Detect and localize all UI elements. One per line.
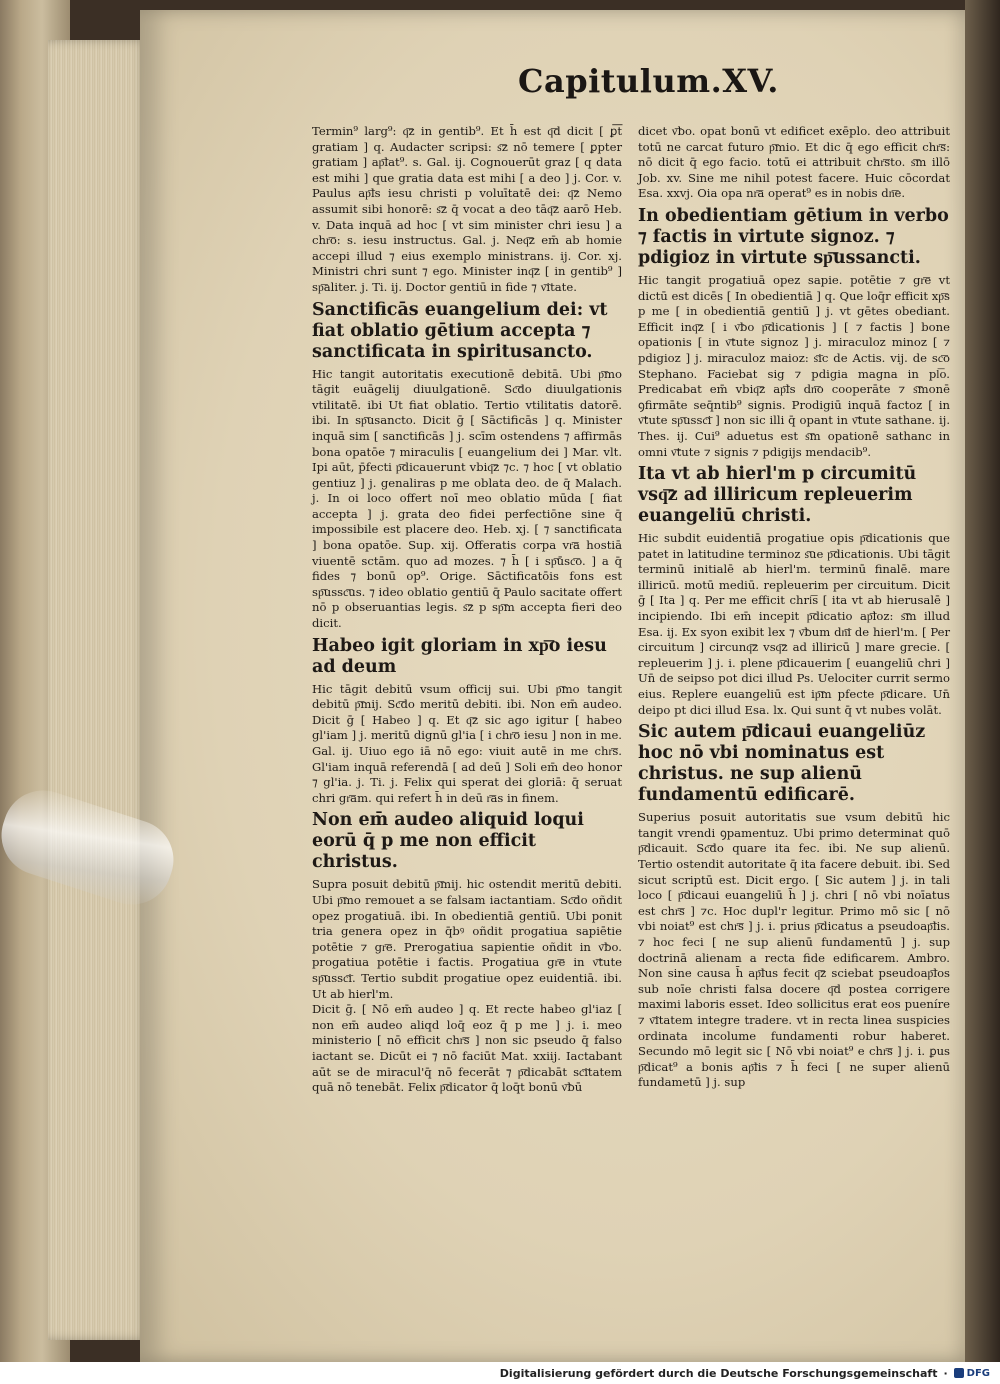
right-column (638, 124, 950, 1091)
left-heading-3: Non em̄ audeo aliquid loqui eorū q̄ p me non efficit christus. (312, 810, 584, 873)
book-right-shadow (965, 0, 1000, 1362)
footer-bar (0, 1362, 1000, 1384)
left-paragraph-3: Hic tāgit debitū vsum officij sui. Ubi p͞mo tangit debitū p͞mij. Sc͞do meritū debiti. ibi. Non em̄ audeo. Dicit ḡ [ Habeo ] q. Et q͞z sic ago igitur [ habeo gl'iam ] j. meritū dignū gl'ia [ i chr͞o iesu ] non in me. Gal. ij. Uiuo ego iā nō ego: viuit autē in me chr͞s. Gl'iam inquā referendā [ ad deū ] Soli em̄ deo honor ⁊ gl'ia. j. Ti. j. Felix qui sperat dei gloriā: q̄ seruat chri gr͞am. qui refert h̄ in deū r͞as in finem. (312, 681, 622, 805)
right-heading-2: Ita vt ab hierl'm p circumitū vsq͞z ad illiricum repleuerim euangeliū christi. (638, 464, 917, 527)
chapter-title: Capitulum.XV. (518, 62, 779, 100)
left-paragraph-5: Dicit ḡ. [ Nō em̄ audeo ] q. Et recte habeo gl'iaz [ non em̄ audeo aliqd loq̄ eoz q̄ p me ] j. i. meo ministerio [ nō efficit chr͞s ] non sic pseudo q̄ falso iactant se. Dicūt ei ⁊ nō faciūt Mat. xxiij. Iactabant aūt se de miracul'q̄ nō fecerāt ⁊ p͞dicabāt sc͞itatem quā nō tenebāt. Felix p͞dicator q̄ loq̄t bonū v͞bū (312, 1002, 622, 1095)
right-paragraph-1: dicet v͞bo. opat bonū vt edificet exēplo. deo attribuit totū ne carcat futuro p͞mio. Et dic q̄ ego efficit chr͞s: nō dicit q̄ ego facio. totū ei attribuit chr͞sto. s͞m illō Job. xv. Sine me nihil potest facere. Huic cōcordat Esa. xxvj. Oia opa nr͞a operat⁹ es in nobis dn͞e. (638, 124, 950, 201)
left-heading-2: Habeo igit gloriam in xp͞o iesu ad deum (312, 635, 607, 677)
dfg-logo-text: DFG (966, 1367, 990, 1379)
left-paragraph-1: Termin⁹ larg⁹: q͞z in gentib⁹. Et h̄ est q͞d dicit [ ꝑ͞t gratiam ] q. Audacter scripsi: s͞z nō temere [ ꝑpter gratiam ] ap͞lat⁹. s. Gal. ij. Cognouerūt graz [ q data est mihi ] que gratia data est mihi [ a deo ] j. Cor. v. Paulus ap͞ls iesu christi p voluītatē dei: q͞z Nemo assumit sibi honorē: s͞z q̄ vocat a deo tāq͞z aarō Heb. v. Data inquā ad hoc [ vt sim minister chri iesu ] a chr͞o: s. iesu instructus. Gal. j. Neq͞z em̄ ab homie accepi illud ⁊ eius exemplo ministrans. ij. Cor. xj. Ministri chri sunt ⁊ ego. Minister inq͞z [ in gentib⁹ ] sp͞aliter. j. Ti. ij. Doctor gentiū in fide ⁊ v͞itate. (312, 124, 622, 294)
right-heading-3: Sic autem p͞dicaui euangeliūz hoc nō vbi nominatus est christus. ne sup alienū fundamentū edificarē. (638, 722, 926, 806)
left-paragraph-4: Supra posuit debitū p͞mij. hic ostendit meritū debiti. Ubi p͞mo remouet a se falsam iactantiam. Sc͞do oñdit opez progatiuā. ibi. In obedientiā gentiū. Ubi ponit tria genera opez in q̄bꝰ oñdit progatiua sapiētie potētie ⁊ gr͞e. Prerogatiua sapientie oñdit in v͞bo. progatiua potētie i factis. Progatiua gr͞e in v͞tute sp͞ussc͞i. Tertio subdit progatiue opez euidentiā. ibi. Ut ab hierl'm. (312, 877, 622, 1001)
dfg-logo[interactable] (954, 1368, 990, 1379)
dfg-logo-icon (954, 1368, 964, 1378)
right-paragraph-2: Hic tangit progatiuā opez sapie. potētie ⁊ gr͞e vt dictū est dicēs [ In obedientiā ] q. Que loq̄r efficit xp͞s p me [ in obedientiā gentiū ] j. vt gētes obediant. Efficit inq͞z [ i v͞bo p͞dicationis ] [ ⁊ factis ] bone opationis [ in v͞tute signoz ] j. miraculoz minoz [ ⁊ pdigioz ] j. miraculoz maioz: s͞ic de Actis. vij. de sc͞o Stephano. Faciebat sig ⁊ pdigia magna in pl͞o. Predicabat em̄ vbiq͞z ap͞ls dn͞o cooperāte ⁊ s͞monē ꝯfirmāte seq̄ntib⁹ signis. Prodigiū inquā factoz [ in v͞tute sp͞ussc͞i ] non sic illi q̄ opant in v͞tute sathane. ij. Thes. ij. Cui⁹ aduetus est s͞m opationē sathanc in omni v͞tute ⁊ signis ⁊ pdigijs mendacib⁹. (638, 272, 950, 459)
page-stack-edges (48, 40, 148, 1340)
footer-credit: Digitalisierung gefördert durch die Deutsche Forschungsgemeinschaft (499, 1366, 938, 1380)
right-heading-1: In obedientiam gētium in verbo ⁊ factis in virtute signoz. ⁊ pdigioz in virtute sp͞ussancti. (638, 205, 949, 268)
left-heading-1: Sanctificās euangelium dei: vt fiat oblatio gētium accepta ⁊ sanctificata in spiritusancto. (312, 299, 608, 362)
right-paragraph-3: Hic subdit euidentiā progatiue opis p͞dicationis que patet in latitudine terminoz s͞ue p͞dicationis. Ubi tāgit terminū initialē ab hierl'm. terminū finalē. mare illiricū. motū mediū. repleuerim per circuitum. Dicit ḡ [ Ita ] q. Per me efficit chri͞s [ ita vt ab hierusalē ] incipiendo. Ibi em̄ incepit p͞dicatio ap͞loz: s͞m illud Esa. ij. Ex syon exibit lex ⁊ v͞bum dn͞i de hierl'm. [ Per circuitum ] circunq͞z vsq͞z ad illiricū ] mare grecie. [ repleuerim ] j. i. plene p͞dicauerim [ euangeliū chri ] Un̄ de seipso pot dici illud Ps. Uelociter currit sermo eius. Replere euangeliū est ip͞m pfecte p͞dicare. Un̄ deipo pt dici illud Esa. lx. Qui sunt q̄ vt nubes volāt. (638, 531, 950, 717)
right-paragraph-4: Superius posuit autoritatis sue vsum debitū hic tangit vrendi ꝯpamentuz. Ubi primo determinat quō p͞dicauit. Sc͞do quare ita fec. ibi. Ne sup alienū. Tertio ostendit autoritate q̄ ita facere debuit. ibi. Sed sicut scriptū est. Dicit ergo. [ Sic autem ] j. in tali loco [ p͞dicaui euangeliū h̄ ] j. chri [ nō vbi noīatus est chr͞s ] ⁊c. Hoc dupl'r legitur. Primo mō sic [ nō vbi noiat⁹ est chr͞s ] j. i. prius p͞dicatus a pseudoap͞lis. ⁊ hoc feci [ ne sup alienū fundamentū ] j. sup doctrinā alienam a recta fide edificarem. Ambro. Non sine causa h̄ ap͞lus fecit q͞z sciebat pseudoap͞los sub noīe christi falsa docere q͞d postea corrigere maximi laboris esset. Ideo sollicitus erat eos pueníre ⁊ v͞itatem integre tradere. vt in recta linea suspicies ordinata incolume fundamenti robur haberet. Secundo mō legit sic [ Nō vbi noiat⁹ e chr͞s ] j. i. ꝑus p͞dicat⁹ a bonis ap͞lis ⁊ h̄ feci [ ne super alienū fundametū ] j. sup (638, 810, 950, 1090)
left-column (312, 124, 622, 1096)
footer-separator: · (943, 1366, 948, 1380)
left-paragraph-2: Hic tangit autoritatis executionē debitā. Ubi p͞mo tāgit euāgelij diuulgationē. Sc͞do diuulgationis vtilitatē. ibi Ut fiat oblatio. Tertio vtilitatis datorē. ibi. In sp͞usancto. Dicit ḡ [ Sāctificās ] q. Minister inquā sim [ sanctificās ] j. scīm ostendens ⁊ affirmās bona opatōe ⁊ miraculis [ euangelium dei ] Mar. vlt. Ipi aūt, p̄fecti p͞dicauerunt vbiq͞z ⁊c. ⁊ hoc [ vt oblatio gentiuz ] j. genaliras p me oblata deo. de q̄ Malach. j. In oi loco offert noī meo oblatio mūda [ fiat accepta ] j. grata deo fidei perfectiōne sine q̄ impossibile est placere deo. Heb. xj. [ ⁊ sanctificata ] bona opatōe. Sup. xij. Offeratis corpa vr͞a hostiā viuentē sctām. quo ad mozes. ⁊ h̄ [ i sp͞ūsc͞o. ] a q̄ fides ⁊ bonū op⁹. Orige. Sāctificatōis fons est sp͞ussc͞us. ⁊ ideo oblatio gentiū q̄ Paulo sacitate offert nō p obseruantias legis. s͞z p sp͞m accepta fieri deo dicit. (312, 366, 622, 631)
